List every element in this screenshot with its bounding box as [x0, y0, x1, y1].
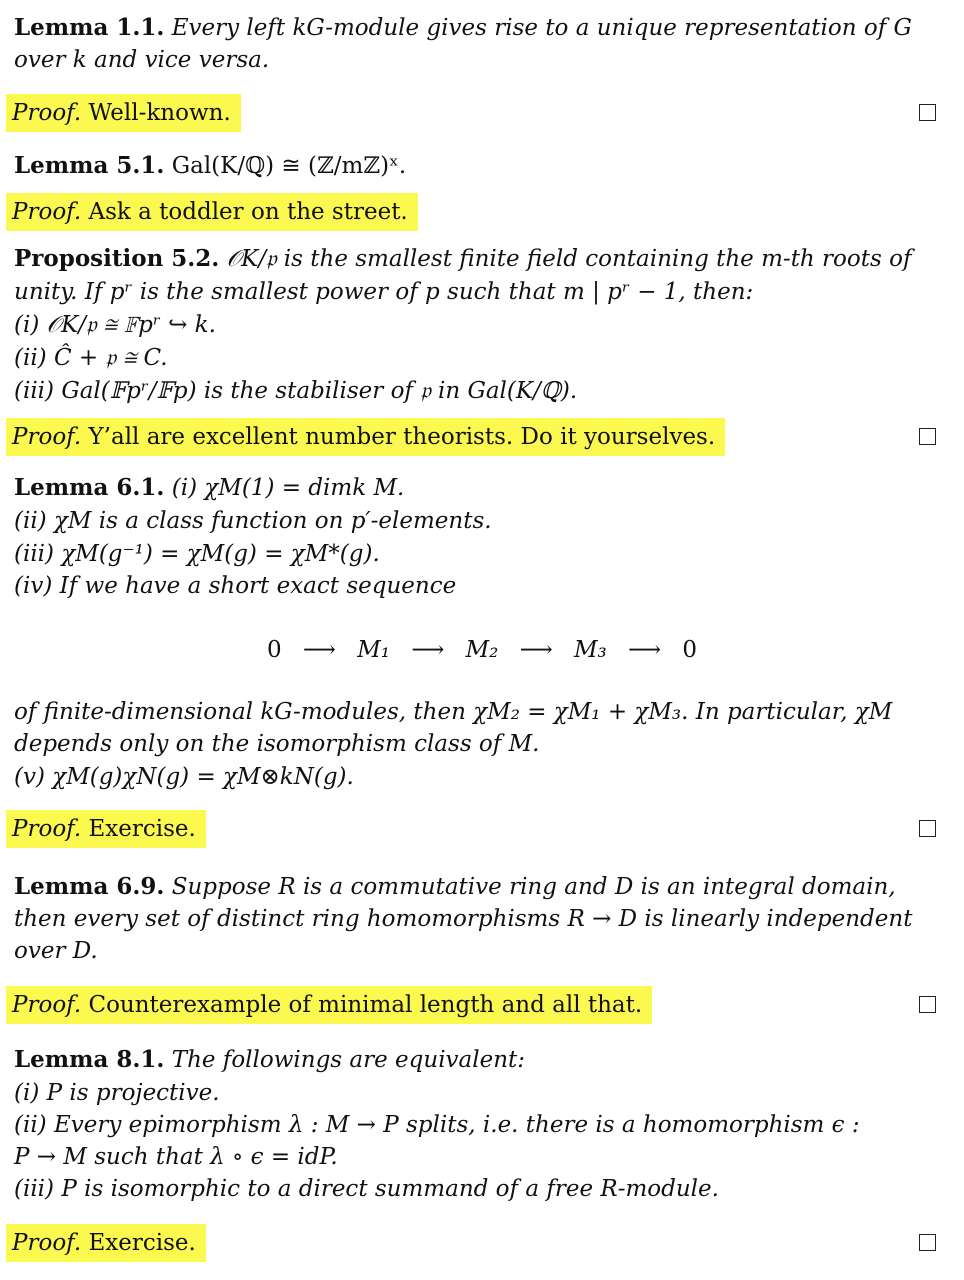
proof-6-1 [14, 814, 206, 844]
lemma-8-1-heading: Lemma 8.1. [14, 1046, 165, 1073]
seq-zero-left: 0 [266, 637, 282, 663]
proof-label: Proof. [12, 424, 82, 450]
proof-text: Y’all are excellent number theorists. Do it yourselves. [88, 424, 716, 450]
lemma-5-1-heading: Lemma 5.1. [14, 152, 165, 179]
proof-label: Proof. [12, 1230, 82, 1256]
arrow-icon: ⟶ [519, 637, 553, 663]
lemma-6-9-line-3: over D. [14, 938, 98, 964]
lemma-6-1-item-5: (v) χM(g)χN(g) = χM⊗kN(g). [14, 764, 354, 790]
lemma-6-1-after-2: depends only on the isomorphism class of M. [14, 731, 540, 757]
lemma-6-1-after-1: of finite-dimensional kG-modules, then χM₂ = χM₁ + χM₃. In particular, χM [14, 699, 893, 725]
lemma-6-9-line-2: then every set of distinct ring homomorphisms R → D is linearly independent [14, 906, 913, 932]
proof-text: Well-known. [88, 100, 231, 126]
prop-5-2-text: 𝒪K/𝔭 is the smallest finite field containing the m-th roots of [226, 246, 912, 272]
lemma-1-1-text: Every left kG-module gives rise to a unique representation of G [171, 15, 912, 41]
proof-8-1 [14, 1228, 206, 1258]
lemma-5-1 [14, 151, 406, 181]
lemma-8-1-item-2b: P → M such that λ ∘ ϵ = idP. [14, 1144, 338, 1170]
lemma-1-1-line-1 [14, 13, 912, 43]
seq-m1: M₁ [357, 637, 390, 663]
prop-5-2-item-1: (i) 𝒪K/𝔭 ≅ 𝔽pʳ ↪ k. [14, 312, 216, 338]
lemma-8-1-item-1: (i) P is projective. [14, 1080, 220, 1106]
lemma-6-1-item-3: (iii) χM(g⁻¹) = χM(g) = χM*(g). [14, 541, 380, 567]
exact-sequence [0, 635, 964, 665]
proof-text: Exercise. [88, 1230, 196, 1256]
lemma-1-1-heading: Lemma 1.1. [14, 14, 165, 41]
lemma-5-1-statement: Gal(K/ℚ) ≅ (ℤ/mℤ)ˣ. [171, 153, 407, 179]
seq-zero-right: 0 [682, 637, 698, 663]
arrow-icon: ⟶ [302, 637, 336, 663]
lemma-6-1-line-1 [14, 473, 404, 503]
lemma-6-1-item-4: (iv) If we have a short exact sequence [14, 573, 457, 599]
proof-text: Ask a toddler on the street. [88, 199, 408, 225]
lemma-6-1-item-2: (ii) χM is a class function on p′-elements. [14, 508, 492, 534]
lemma-6-1-heading: Lemma 6.1. [14, 474, 165, 501]
lemma-6-1-item-1: (i) χM(1) = dimk M. [171, 475, 405, 501]
prop-5-2-heading: Proposition 5.2. [14, 245, 220, 272]
lemma-6-9-text: Suppose R is a commutative ring and D is an integral domain, [171, 874, 896, 900]
proof-1-1 [14, 98, 241, 128]
proof-label: Proof. [12, 199, 82, 225]
proof-label: Proof. [12, 992, 82, 1018]
lemma-6-9-heading: Lemma 6.9. [14, 873, 165, 900]
prop-5-2-line-2: unity. If pʳ is the smallest power of p such that m | pʳ − 1, then: [14, 279, 754, 305]
seq-m2: M₂ [465, 637, 499, 663]
proof-text: Counterexample of minimal length and all that. [88, 992, 643, 1018]
arrow-icon: ⟶ [411, 637, 445, 663]
proof-6-9 [14, 990, 652, 1020]
proof-text: Exercise. [88, 816, 196, 842]
qed-box [919, 820, 936, 837]
qed-box [919, 104, 936, 121]
arrow-icon: ⟶ [628, 637, 662, 663]
qed-box [919, 996, 936, 1013]
prop-5-2-item-2: (ii) Ĉ + 𝔭 ≅ C. [14, 345, 168, 371]
lemma-6-9-line-1 [14, 872, 896, 902]
qed-box [919, 1234, 936, 1251]
seq-m3: M₃ [574, 637, 607, 663]
lemma-8-1-item-2: (ii) Every epimorphism λ : M → P splits, i.e. there is a homomorphism ϵ : [14, 1112, 860, 1138]
proof-5-2 [14, 422, 725, 452]
lemma-8-1-line-1 [14, 1045, 525, 1075]
prop-5-2-item-3: (iii) Gal(𝔽pʳ/𝔽p) is the stabiliser of 𝔭 in Gal(K/ℚ). [14, 378, 578, 404]
qed-box [919, 428, 936, 445]
proof-5-1 [14, 197, 418, 227]
prop-5-2-line-1 [14, 244, 911, 274]
proof-label: Proof. [12, 100, 82, 126]
lemma-1-1-line-2: over k and vice versa. [14, 47, 270, 73]
lemma-8-1-text: The followings are equivalent: [171, 1047, 526, 1073]
lemma-8-1-item-3: (iii) P is isomorphic to a direct summand of a free R-module. [14, 1176, 719, 1202]
proof-label: Proof. [12, 816, 82, 842]
